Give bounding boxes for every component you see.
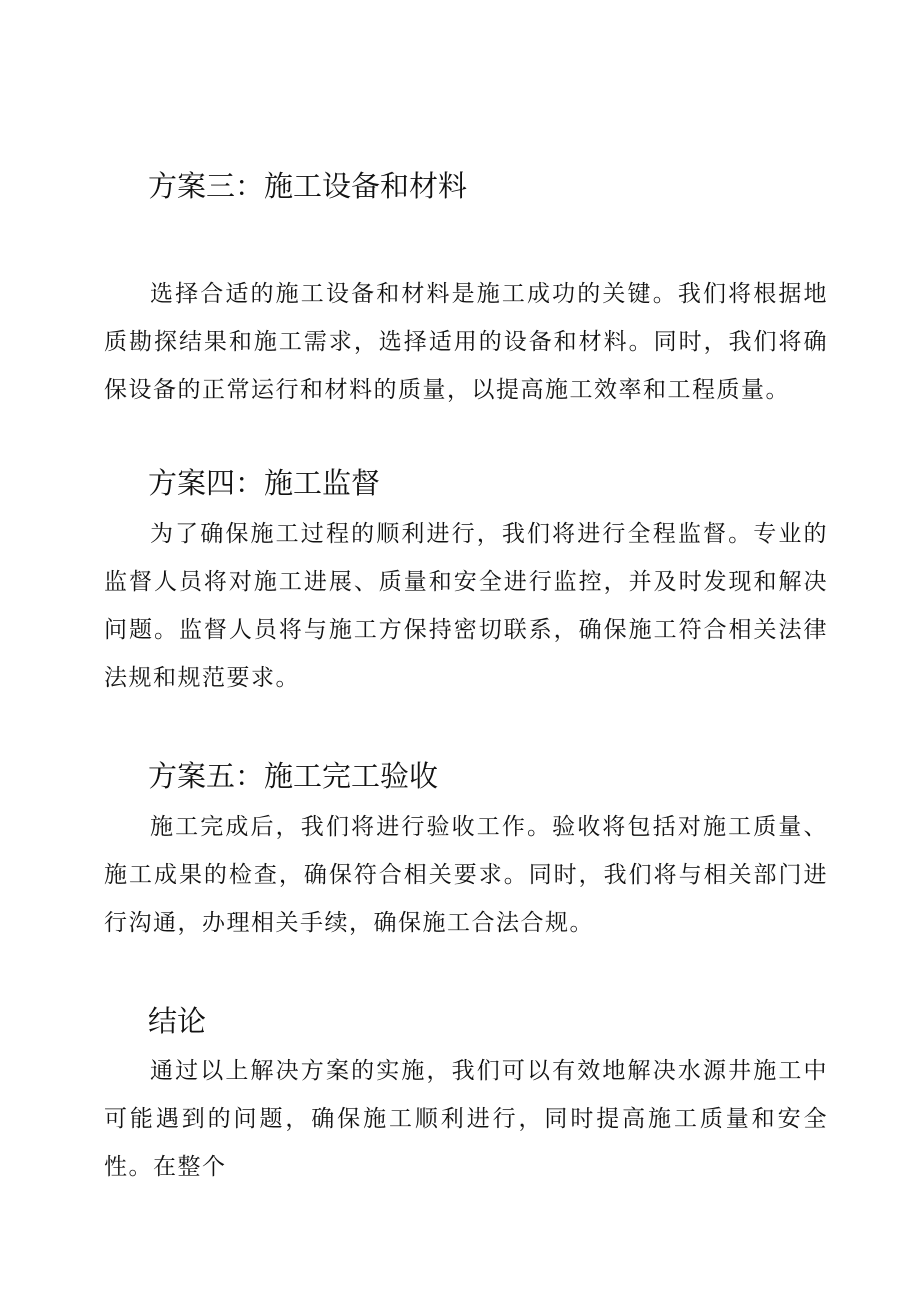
- section-heading-acceptance: 方案五：施工完工验收: [148, 759, 439, 793]
- section-heading-conclusion: 结论: [148, 1004, 207, 1038]
- section-heading-equipment: 方案三：施工设备和材料: [148, 169, 468, 203]
- section-body-supervision: 为了确保施工过程的顺利进行，我们将进行全程监督。专业的监督人员将对施工进展、质量和安全进行监控，并及时发现和解决问题。监督人员将与施工方保持密切联系，确保施工符合相关法律法规和规范要求。: [104, 521, 828, 691]
- section-body-acceptance: 施工完成后，我们将进行验收工作。验收将包括对施工质量、施工成果的检查，确保符合相关要求。同时，我们将与相关部门进行沟通，办理相关手续，确保施工合法合规。: [104, 814, 828, 936]
- section-body-equipment: 选择合适的施工设备和材料是施工成功的关键。我们将根据地质勘探结果和施工需求，选择适用的设备和材料。同时，我们将确保设备的正常运行和材料的质量，以提高施工效率和工程质量。: [104, 281, 828, 403]
- section-body-conclusion: 通过以上解决方案的实施，我们可以有效地解决水源井施工中可能遇到的问题，确保施工顺利进行，同时提高施工质量和安全性。在整个: [104, 1058, 828, 1180]
- section-heading-supervision: 方案四：施工监督: [148, 466, 381, 500]
